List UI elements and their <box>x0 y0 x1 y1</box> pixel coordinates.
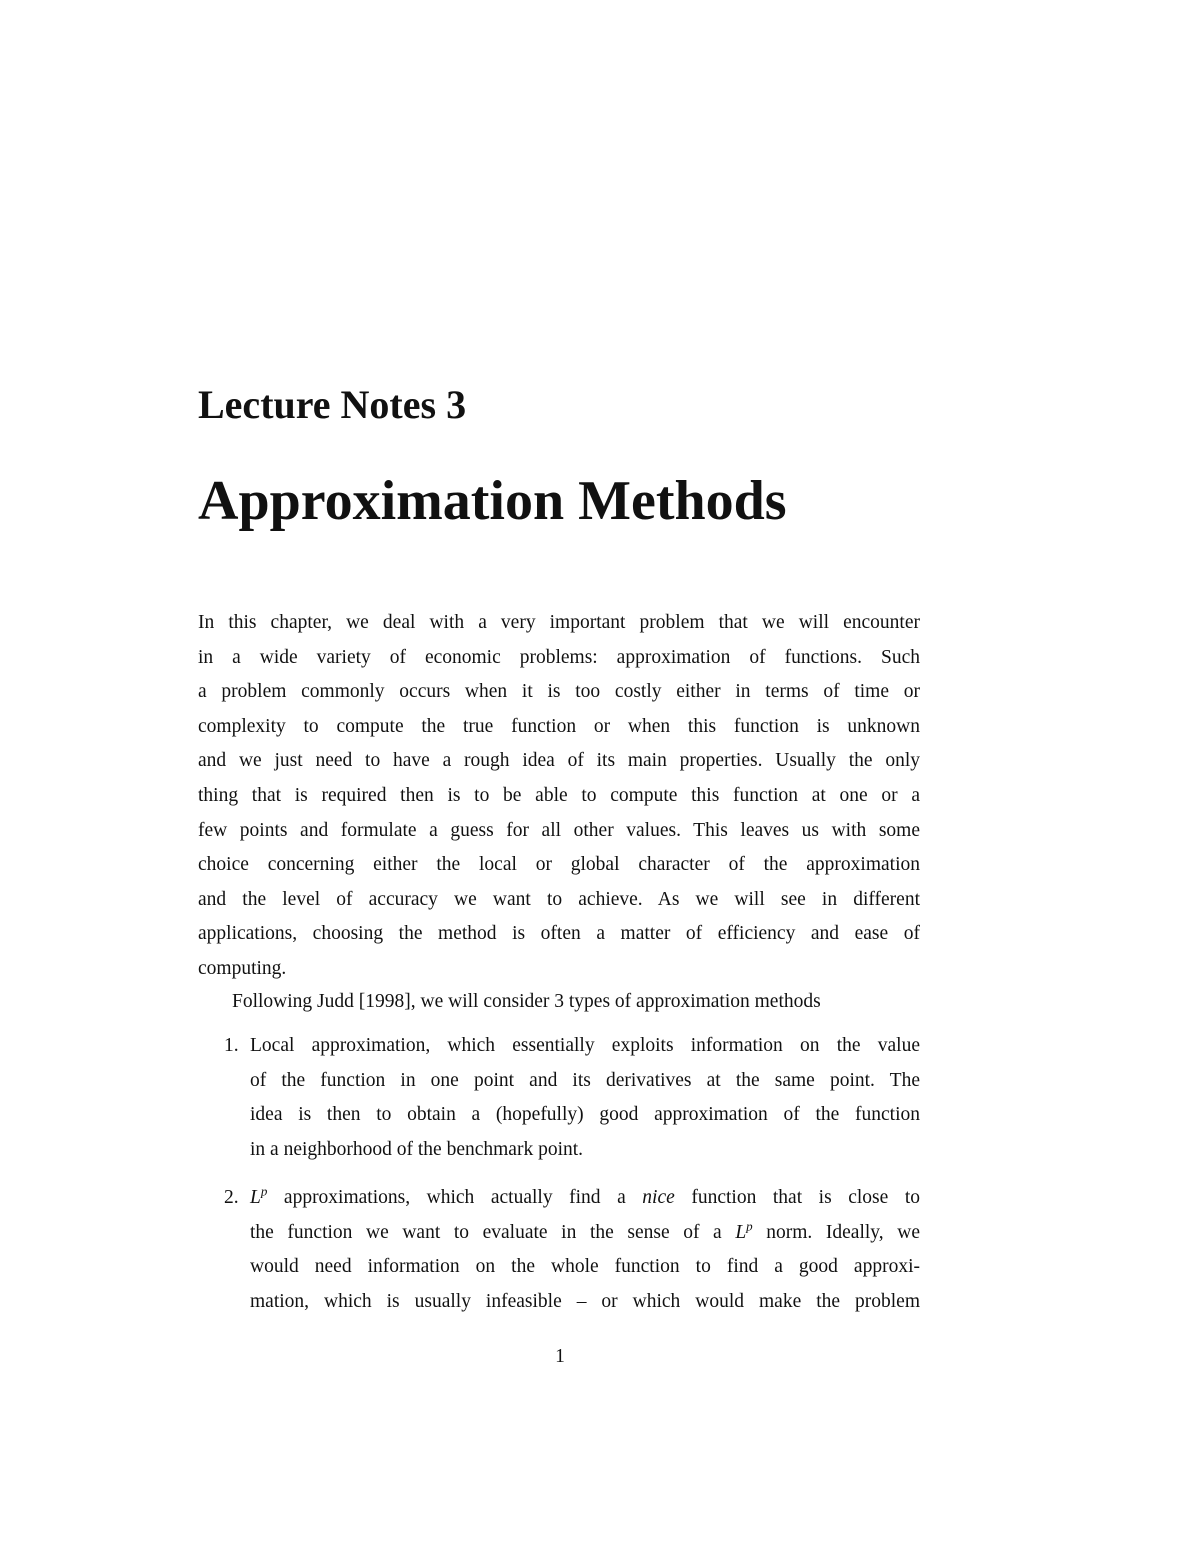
lecture-label: Lecture Notes 3 <box>198 382 467 427</box>
text-line <box>250 1216 920 1251</box>
emphasis-text: nice <box>642 1187 675 1208</box>
text-line: choice concerning either the local or global character of the approximation <box>198 854 920 876</box>
math-superscript: p <box>260 1183 268 1199</box>
text-line: complexity to compute the true function or when this function is unknown <box>198 715 920 737</box>
text-line: in a wide variety of economic problems: approximation of functions. Such <box>198 646 920 668</box>
intro-paragraph <box>198 606 920 987</box>
text-line: applications, choosing the method is often a matter of efficiency and ease of <box>198 923 920 945</box>
math-symbol: L <box>735 1221 747 1243</box>
text-line: in a neighborhood of the benchmark point. <box>250 1138 584 1160</box>
chapter-title: Approximation Methods <box>198 470 787 532</box>
math-symbol: L <box>250 1187 261 1208</box>
text-span: the function we want to evaluate in the sense of a <box>250 1221 736 1243</box>
text-line: mation, which is usually infeasible – or which would make the problem <box>250 1290 920 1312</box>
text-line: few points and formulate a guess for all other values. This leaves us with some <box>198 819 920 841</box>
text-line <box>250 1181 920 1216</box>
text-line: and we just need to have a rough idea of its main properties. Usually the only <box>198 750 920 772</box>
list-item-body <box>250 1181 920 1319</box>
text-line: would need information on the whole function to find a good approxi- <box>250 1256 920 1278</box>
text-line: idea is then to obtain a (hopefully) good approximation of the function <box>250 1104 920 1126</box>
list-item-body <box>250 1029 920 1167</box>
list-marker: 2. <box>224 1187 239 1208</box>
text-span: norm. Ideally, we <box>752 1221 920 1243</box>
following-paragraph <box>198 985 920 1020</box>
text-span: function that is close to <box>674 1187 920 1208</box>
text-line: of the function in one point and its derivatives at the same point. The <box>250 1069 920 1091</box>
list-marker: 1. <box>224 1035 239 1056</box>
page-number: 1 <box>555 1346 565 1367</box>
text-line: thing that is required then is to be able to compute this function at one or a <box>198 784 920 806</box>
text-line: a problem commonly occurs when it is too costly either in terms of time or <box>198 681 920 703</box>
text-line: and the level of accuracy we want to achieve. As we will see in different <box>198 888 920 910</box>
text-line: Local approximation, which essentially exploits information on the value <box>250 1035 920 1056</box>
text-span: approximations, which actually find a <box>267 1187 643 1208</box>
math-superscript: p <box>746 1218 753 1234</box>
text-line: Following Judd [1998], we will consider 3 types of approximation methods <box>232 991 821 1012</box>
text-line: In this chapter, we deal with a very important problem that we will encounter <box>198 612 920 633</box>
text-line: computing. <box>198 957 287 979</box>
